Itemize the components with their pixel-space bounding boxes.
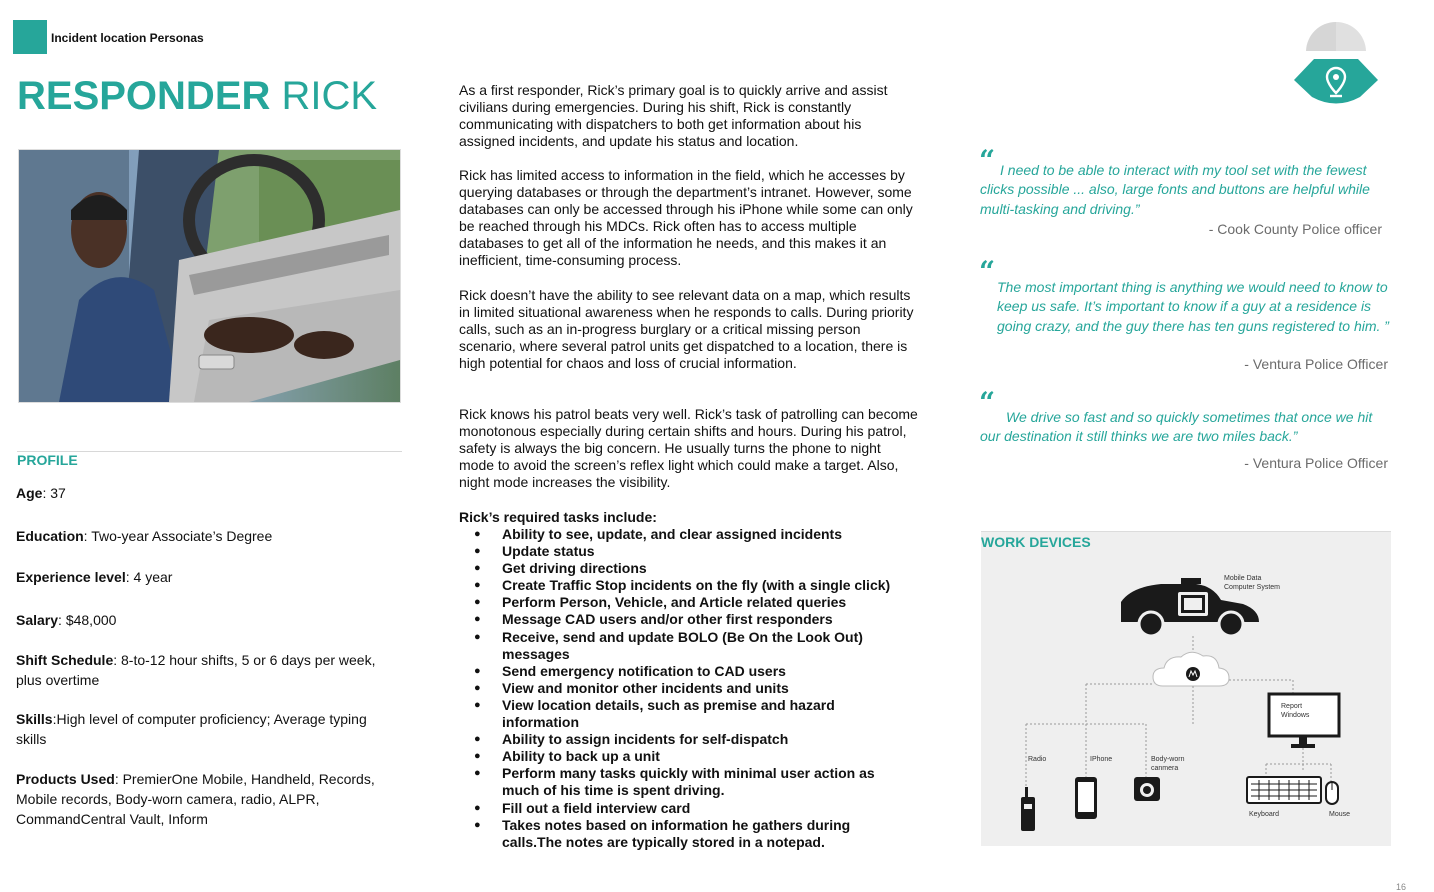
list-item: ● Takes notes based on information he gathers during calls.The notes are typically stored in a notepad. [474,817,887,851]
location-persona-icon [1290,20,1382,108]
report-label-2: Windows [1281,712,1310,719]
profile-age: Age: 37 [16,485,66,501]
profile-field-key: Age [16,485,43,501]
quote-text: We drive so fast and so quickly sometimes that once we hit our destination it still thinks we are two miles back.” [980,409,1373,445]
monitor-icon [1269,694,1339,748]
list-item: ● Message CAD users and/or other first responders [474,611,924,628]
profile-heading: PROFILE [17,452,78,468]
mdc-label: Mobile Data [1224,575,1262,582]
quote-mark-icon: “ [979,255,996,288]
profile-education: Education: Two-year Associate’s Degree [16,528,273,544]
list-item: ● Receive, send and update BOLO (Be On the Look Out) messages [474,629,882,663]
narrative-paragraph: As a first responder, Rick’s primary goal is to quickly arrive and assist civilians during emergencies. During his shift, Rick is constantly communicating with dispatchers to both get information about his assigned incidents, and update his status and location. [459,82,888,150]
profile-field-key: Experience level [16,569,126,585]
profile-shift: Shift Schedule: 8-to-12 hour shifts, 5 or 6 days per week, plus overtime [16,652,376,688]
section-marker [13,20,47,54]
persona-title-name: RICK [281,74,378,118]
list-item: ● Send emergency notification to CAD users [474,663,924,680]
page-number: 16 [1395,882,1406,892]
profile-field-value: 37 [50,485,66,501]
report-label: Report [1281,703,1303,710]
list-item: ● Ability to see, update, and clear assigned incidents [474,526,924,543]
list-item: ● Fill out a field interview card [474,800,924,817]
section-label: Incident location Personas [51,31,204,45]
list-item: ● Ability to assign incidents for self-dispatch [474,731,924,748]
camera-icon [1134,777,1160,801]
quote-attribution: - Cook County Police officer [1208,221,1382,237]
phone-icon [1075,777,1097,819]
tasks-list [474,526,924,851]
list-item: ● View location details, such as premise and hazard information [474,697,882,731]
profile-field-value: 4 year [133,569,173,585]
profile-skills: Skills:High level of computer proficiency; Average typing skills [16,711,367,747]
profile-field-value: $48,000 [65,612,117,628]
profile-field-key: Skills [16,711,53,727]
narrative-paragraph: Rick knows his patrol beats very well. Rick’s task of patrolling can become monotonous especially during certain shifts and hours. During his patrol, safety is always the big concern. He usually turns the phone to night mode to avoid the screen’s reflex light which could make a target. Also, night mode increases the visibility. [459,406,918,491]
persona-title [17,74,377,118]
keyboard-label: Keyboard [1249,811,1279,818]
profile-experience: Experience level: 4 year [16,569,173,585]
profile-field-value: High level of computer proficiency; Average typing skills [16,711,367,747]
profile-field-value: PremierOne Mobile, Handheld, Records, Mobile records, Body-worn camera, radio, ALPR, CommandCentral Vault, Inform [16,771,375,827]
profile-salary: Salary: $48,000 [16,612,117,628]
narrative-paragraph: Rick doesn’t have the ability to see relevant data on a map, which results in limited situational awareness when he responds to calls. During priority calls, such as an in-progress burglary or a critical missing person scenario, where several patrol units get dispatched to a location, there is high potential for chaos and loss of crucial information. [459,287,914,372]
mouse-label: Mouse [1329,811,1351,818]
list-item: ● Create Traffic Stop incidents on the fly (with a single click) [474,577,924,594]
persona-title-role: RESPONDER [17,74,271,118]
list-item: ● Ability to back up a unit [474,748,924,765]
profile-field-key: Salary [16,612,59,628]
radio-label: Radio [1028,756,1047,763]
bodycam-label-2: canmera [1151,765,1179,772]
list-item: ● Get driving directions [474,560,924,577]
iphone-label: IPhone [1090,756,1113,763]
list-item: ● Perform many tasks quickly with minimal user action as much of his time is spent driving. [474,765,902,799]
quote-mark-icon: “ [979,144,996,177]
profile-field-key: Shift Schedule [16,652,114,668]
quote-attribution: - Ventura Police Officer [1244,455,1388,471]
profile-field-key: Products Used [16,771,115,787]
keyboard-icon [1247,777,1321,803]
work-devices-heading: WORK DEVICES [981,534,1091,550]
profile-field-value: Two-year Associate’s Degree [91,528,273,544]
mdc-label-2: Computer System [1224,584,1281,591]
mouse-icon [1326,782,1338,804]
list-item: ● Perform Person, Vehicle, and Article related queries [474,594,924,611]
narrative-paragraph: Rick has limited access to information in the field, which he accesses by querying databases or through the department’s intranet. However, some databases can only be accessed through his iPhone while some can only be reached through his MDCs. Rick often has to access multiple databases to get all of the information he needs, and this makes it an inefficient, time-consuming process. [459,167,913,269]
quote-text: I need to be able to interact with my tool set with the fewest clicks possible ... also, large fonts and buttons are helpful while multi-tasking and driving.” [980,162,1370,217]
profile-field-value: 8-to-12 hour shifts, 5 or 6 days per week, plus overtime [16,652,376,688]
list-item: ● View and monitor other incidents and units [474,680,924,697]
profile-field-key: Education [16,528,84,544]
bodycam-label: Body-worn [1151,756,1185,763]
work-devices-diagram [981,531,1391,846]
list-item: ● Update status [474,543,924,560]
radio-icon [1021,787,1035,831]
quote-mark-icon: “ [979,386,996,419]
quote-attribution: - Ventura Police Officer [1244,356,1388,372]
quote-text: The most important thing is anything we would need to know to keep us safe. It’s important to know if a guy at a residence is going crazy, and the guy there has ten guns registered to him. ” [997,279,1389,334]
profile-products: Products Used: PremierOne Mobile, Handheld, Records, Mobile records, Body-worn camera, radio, ALPR, CommandCentral Vault, Inform [16,771,375,827]
persona-photo [18,149,401,403]
tasks-heading: Rick’s required tasks include: [459,509,657,525]
